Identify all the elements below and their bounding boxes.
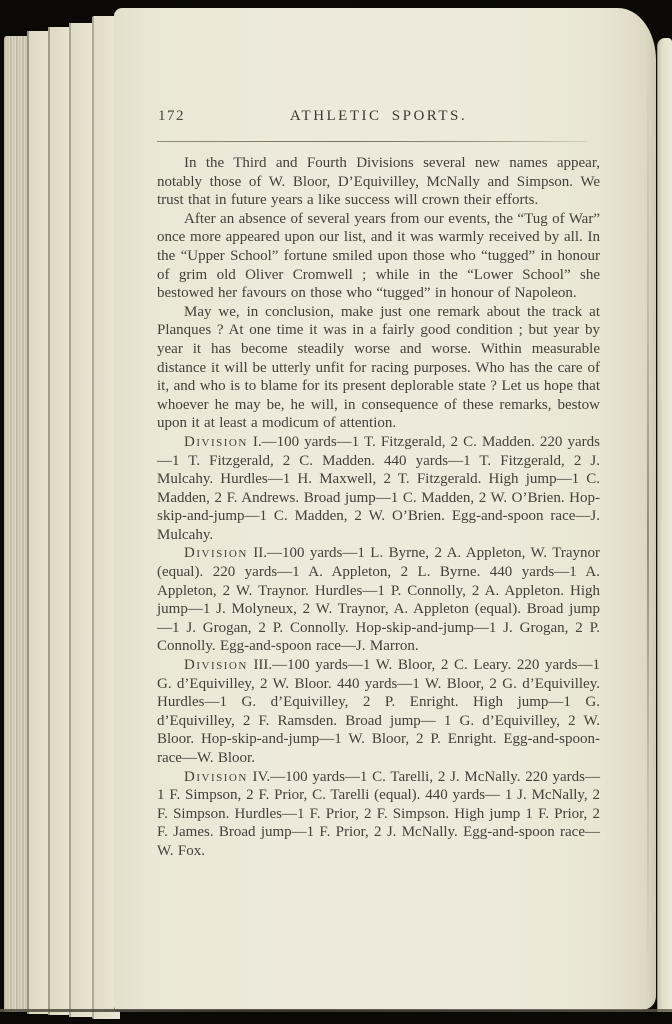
page-number: 172 <box>158 108 185 124</box>
running-head <box>157 108 600 128</box>
page-content <box>157 8 600 861</box>
intro-paragraph-2: After an absence of several years from our events, the “Tug of War” once more appeared upon our list, and it was warmly received by all. In the “Upper School” fortune smiled upon those who “tugged” in honour of grim old Oliver Cromwell ; while in the “Lower School” she bestowed her favours on those who “tugged” in honour of Napoleon. <box>157 210 600 302</box>
header-rule <box>157 141 587 142</box>
page-stack-edges <box>4 36 28 1012</box>
division-3-results <box>157 656 600 768</box>
intro-paragraph-3: May we, in conclusion, make just one remark about the track at Planques ? At one time it was in a fairly good condition ; but year by year it has become steadily worse and worse. Within measurable distance it will be utterly unfit for racing purposes. Who has the care of it, and who is to blame for its present deplorable state ? Let us hope that whoever he may be, he will, in consequence of these remarks, bestow upon it at least a modicum of attention. <box>157 303 600 432</box>
division-2-text: II.—100 yards—1 L. Byrne, 2 A. Appleton, W. Traynor (equal). 220 yards—1 A. Appleton, 2 L. Byrne. 440 yards—1 A. Appleton, 2 W. Traynor. Hurdles—1 P. Connolly, 2 A. Appleton. High jump—1 J. Molyneux, 2 W. Traynor, A. Appleton (equal). Broad jump—1 J. Grogan, 2 P. Connolly. Hop-skip-and-jump—1 J. Grogan, 2 P. Connolly. Egg-and-spoon race—J. Marron. <box>157 545 600 655</box>
division-1-text: I.—100 yards—1 T. Fitzgerald, 2 C. Madden. 220 yards—1 T. Fitzgerald, 2 C. Madden. 440 yards—1 T. Fitzgerald, 2 J. Mulcahy. Hurdles—1 H. Maxwell, 2 T. Fitzgerald. High jump—1 C. Madden, 2 F. Andrews. Broad jump—1 C. Madden, 2 W. O’Brien. Hop-skip-and-jump—1 C. Madden, 2 W. O’Brien. Egg-and-spoon race—J. Mulcahy. <box>157 433 600 543</box>
book-bottom-shadow <box>0 1009 672 1012</box>
division-2-results <box>157 544 600 656</box>
division-1-results <box>157 433 600 545</box>
page-stack-layer <box>27 31 50 1014</box>
division-4-text: IV.—100 yards—1 C. Tarelli, 2 J. McNally. 220 yards—1 F. Simpson, 2 F. Prior, C. Tarelli (equal). 440 yards— 1 J. McNally, 2 F. Simpson. Hurdles—1 F. Prior, 2 F. Simpson. High jump 1 F. Prior, 2 F. James. Broad jump—1 F. Prior, 2 J. McNally. Egg-and-spoon race—W. Fox. <box>157 768 600 859</box>
division-1-label: Division <box>184 433 248 450</box>
page-stack-layer <box>48 27 71 1015</box>
division-4-results <box>157 768 600 861</box>
division-3-text: III.—100 yards—1 W. Bloor, 2 C. Leary. 220 yards—1 G. d’Equivilley, 2 W. Bloor. 440 yards—1 W. Bloor, 2 G. d’Equivilley. Hurdles—1 G. d’Equivilley, 2 P. Enright. High jump—1 G. d’Equivilley, 2 F. Ramsden. Broad jump— 1 G. d’Equivilley, 2 W. Bloor. Hop-skip-and-jump—1 W. Bloor, 2 P. Enright. Egg-and-spoon-race—W. Bloor. <box>157 657 600 766</box>
book-page <box>114 8 656 1010</box>
intro-paragraph-1: In the Third and Fourth Divisions several new names appear, notably those of W. Bloor, D’Equivilley, McNally and Simpson. We trust that in future years a like success will crown their efforts. <box>157 155 600 209</box>
division-3-label: Division <box>184 657 248 674</box>
page-stack-layer <box>69 23 94 1017</box>
body-text <box>157 154 600 861</box>
division-2-label: Division <box>184 545 248 562</box>
facing-page-edge <box>657 38 672 1012</box>
running-header-title: ATHLETIC SPORTS. <box>289 108 468 124</box>
division-4-label: Division <box>184 768 248 785</box>
